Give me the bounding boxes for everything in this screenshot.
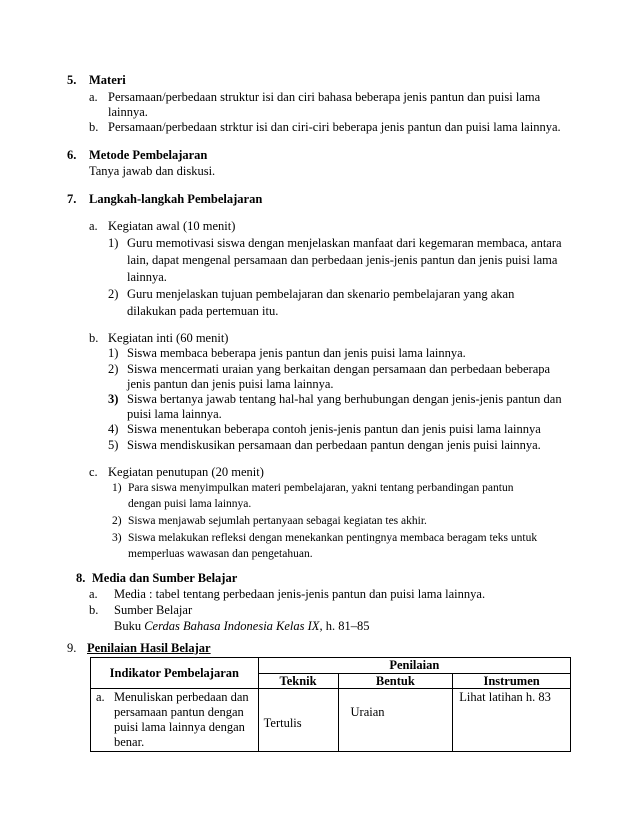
table-row [91,689,571,752]
header-penilaian: Penilaian [258,658,570,674]
section-7a-item-2-line1: Guru menjelaskan tujuan pembelajaran dan skenario pembelajaran yang akan [127,287,515,301]
section-7b-marker: b. [89,331,99,345]
section-7a-marker: a. [89,219,98,233]
cell-bentuk: Uraian [338,689,453,752]
section-6-number: 6. [67,148,77,162]
section-9-title: Penilaian Hasil Belajar [87,641,211,655]
section-7a-item-1-line1: Guru memotivasi siswa dengan menjelaskan manfaat dari kegemaran membaca, antara [127,236,562,250]
section-7c-heading: Kegiatan penutupan (20 menit) [108,465,264,479]
section-7b-item-2-line2: jenis pantun dan jenis puisi lama lainnya. [127,377,334,391]
section-7b-item-2-line1: Siswa mencermati uraian yang berkaitan dengan persamaan dan perbedaan beberapa [127,362,551,376]
section-7b-heading: Kegiatan inti (60 menit) [108,331,229,345]
indikator-line-2: persamaan pantun dengan [114,705,244,719]
section-7a-item-1-line2: lain, dapat mengenal persamaan dan perbedaan jenis-jenis pantun dan jenis puisi lama [127,253,558,267]
section-7c-item-2-line1: Siswa menjawab sejumlah pertanyaan sebagai kegiatan tes akhir. [128,515,427,527]
section-8-book-reference [114,619,369,634]
indikator-item [96,690,253,750]
indikator-line-3: puisi lama lainnya dengan [114,720,245,734]
indikator-marker: a. [96,690,105,704]
section-7-number: 7. [67,192,77,206]
section-7b-item-2-marker: 2) [108,362,119,376]
indikator-line-4: benar. [114,735,145,749]
section-5-item-a-line1: Persamaan/perbedaan struktur isi dan ciri bahasa beberapa jenis pantun dan puisi lama [108,90,541,104]
header-bentuk: Bentuk [338,673,453,689]
section-7c-item-3-line1: Siswa melakukan refleksi dengan menekankan pentingnya membaca beragam teks untuk [128,532,538,544]
cell-indikator [91,689,259,752]
section-8-title: Media dan Sumber Belajar [92,571,238,585]
section-8-number: 8. [76,571,86,585]
section-8-item-b-text: Sumber Belajar [114,603,193,617]
section-7b-item-4-line1: Siswa menentukan beberapa contoh jenis-jenis pantun dan jenis puisi lama lainnya [127,422,541,436]
header-instrumen: Instrumen [453,673,571,689]
section-5-item-a-marker: a. [89,90,98,104]
section-8-item-a-marker: a. [89,587,98,601]
book-prefix: Buku [114,619,145,633]
section-7c-marker: c. [89,465,98,479]
indikator-line-1: Menuliskan perbedaan dan [114,690,249,704]
section-7a-item-1-line3: lainnya. [127,270,167,284]
section-7-title: Langkah-langkah Pembelajaran [89,192,263,206]
section-7c-item-2-marker: 2) [112,515,122,527]
section-7c-item-1-marker: 1) [112,482,122,494]
section-5-title: Materi [89,73,126,87]
section-7b-item-5-line1: Siswa mendiskusikan persamaan dan perbedaan pantun dengan jenis puisi lainnya. [127,438,541,452]
section-7c-item-1-line1: Para siswa menyimpulkan materi pembelajaran, yakni tentang perbandingan pantun [128,482,514,494]
section-7b-item-4-marker: 4) [108,422,119,436]
section-7c-item-3-marker: 3) [112,532,122,544]
book-pages: h. 81–85 [322,619,370,633]
section-8-item-b-marker: b. [89,603,99,617]
section-5-number: 5. [67,73,77,87]
section-7a-item-2-marker: 2) [108,287,119,301]
section-7b-item-1-marker: 1) [108,346,119,360]
section-9-number: 9. [67,641,77,655]
cell-instrumen: Lihat latihan h. 83 [453,689,571,752]
section-7a-heading: Kegiatan awal (10 menit) [108,219,236,233]
section-6-title: Metode Pembelajaran [89,148,208,162]
assessment-table [90,657,571,752]
section-7c-item-1-line2: dengan puisi lama lainnya. [128,498,252,510]
section-7a-item-1-marker: 1) [108,236,119,250]
header-indikator: Indikator Pembelajaran [91,658,259,689]
section-7b-item-5-marker: 5) [108,438,119,452]
section-5-item-b-marker: b. [89,120,99,134]
table-header-row [91,658,571,674]
section-7c-item-3-line2: memperluas wawasan dan pengetahuan. [128,548,313,560]
cell-teknik: Tertulis [258,689,338,752]
book-title: Cerdas Bahasa Indonesia Kelas IX, [144,619,323,633]
section-7b-item-3-line1: Siswa bertanya jawab tentang hal-hal yang berhubungan dengan jenis-jenis pantun dan [127,392,562,406]
section-7b-item-1-line1: Siswa membaca beberapa jenis pantun dan jenis puisi lama lainnya. [127,346,466,360]
section-7a-item-2-line2: dilakukan pada pertemuan itu. [127,304,279,318]
section-5-item-b-line1: Persamaan/perbedaan strktur isi dan ciri-ciri beberapa jenis pantun dan puisi lama lainnya. [108,120,561,134]
section-6-text: Tanya jawab dan diskusi. [89,164,216,178]
section-7b-item-3-marker: 3) [108,392,119,406]
section-8-item-a-text: Media : tabel tentang perbedaan jenis-jenis pantun dan puisi lama lainnya. [114,587,486,601]
section-5-item-a-line2: lainnya. [108,105,148,119]
header-teknik: Teknik [258,673,338,689]
section-7b-item-3-line2: puisi lama lainnya. [127,407,222,421]
